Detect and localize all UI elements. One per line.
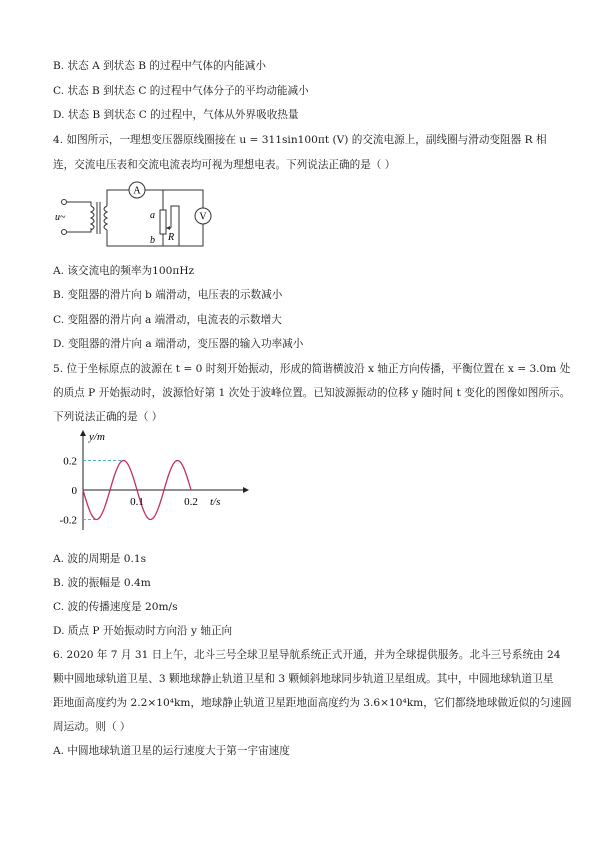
q5-stem-line-2: 的质点 P 开始振动时，波源恰好第 1 次处于波峰位置。已知波源振动的位移 y 随时间 t 变化的图像如图所示。 [53, 387, 571, 399]
terminal-b-label: b [150, 235, 155, 246]
q4-stem-line-2: 连，交流电压表和交流电流表均可视为理想电表。下列说法正确的是（ ） [53, 159, 396, 171]
source-terminal-bottom [62, 230, 67, 235]
voltmeter-label: V [199, 211, 207, 223]
source-terminal-top [62, 200, 67, 205]
q5-stem-line-3: 下列说法正确的是（ ） [53, 411, 163, 423]
x-tick-label: 0.2 [184, 496, 198, 508]
q5-option-b: B. 波的振幅是 0.4m [53, 577, 151, 589]
y-axis-label: y/m [89, 431, 105, 443]
q4-circuit-diagram [53, 180, 218, 256]
resistor-label: R [168, 232, 175, 243]
q5-option-c: C. 波的传播速度是 20m/s [53, 601, 178, 613]
q6-stem-line-4: 周运动。则（ ） [53, 721, 131, 733]
primary-coil [91, 206, 94, 230]
q3-option-d: D. 状态 B 到状态 C 的过程中，气体从外界吸收热量 [53, 109, 299, 121]
secondary-coil [104, 206, 107, 230]
rheostat-r [160, 210, 166, 234]
q6-stem-line-2: 颗中圆地球轨道卫星、3 颗地球静止轨道卫星和 3 颗倾斜地球同步轨道卫星组成。其中，中圆地球轨道卫星 [53, 673, 554, 685]
source-label: u~ [55, 212, 66, 223]
q5-option-d: D. 质点 P 开始振动时方向沿 y 轴正向 [53, 625, 233, 637]
y-tick-label: 0 [71, 485, 77, 497]
q3-option-b: B. 状态 A 到状态 B 的过程中气体的内能减小 [53, 60, 266, 72]
x-axis-label: t/s [210, 496, 221, 508]
q4-option-c: C. 变阻器的滑片向 a 端滑动，电流表的示数增大 [53, 314, 282, 326]
q6-option-a: A. 中圆地球轨道卫星的运行速度大于第一宇宙速度 [53, 745, 290, 757]
q4-option-d: D. 变阻器的滑片向 a 端滑动，变压器的输入功率减小 [53, 338, 304, 350]
q4-stem-line-1: 4. 如图所示，一理想变压器原线圈接在 u = 311sin100πt (V) 的交流电源上，副线圈与滑动变阻器 R 相 [53, 134, 547, 146]
q4-option-b: B. 变阻器的滑片向 b 端滑动，电压表的示数减小 [53, 289, 283, 301]
q5-option-a: A. 波的周期是 0.1s [53, 553, 147, 565]
x-tick-label: 0.1 [130, 496, 144, 508]
q6-stem-line-1: 6. 2020 年 7 月 31 日上午，北斗三号全球卫星导航系统正式开通，并为全球提供服务。北斗三号系统由 24 [53, 649, 561, 661]
y-tick-label: 0.2 [63, 455, 77, 468]
q4-option-a: A. 该交流电的频率为100πHz [53, 265, 195, 277]
y-tick-label: -0.2 [59, 514, 77, 527]
q5-stem-line-1: 5. 位于坐标原点的波源在 t = 0 时刻开始振动，形成的简谐横波沿 x 轴正方向传播，平衡位置在 x = 3.0m 处 [53, 363, 571, 375]
q5-wave-graph [53, 428, 253, 533]
terminal-a-label: a [150, 210, 155, 221]
q6-stem-line-3: 距地面高度约为 2.2×10⁴km，地球静止轨道卫星距地面高度约为 3.6×10⁴km，它们都绕地球做近似的匀速圆 [53, 697, 572, 709]
ammeter-label: A [133, 185, 141, 197]
q3-option-c: C. 状态 B 到状态 C 的过程中气体分子的平均动能减小 [53, 85, 309, 97]
